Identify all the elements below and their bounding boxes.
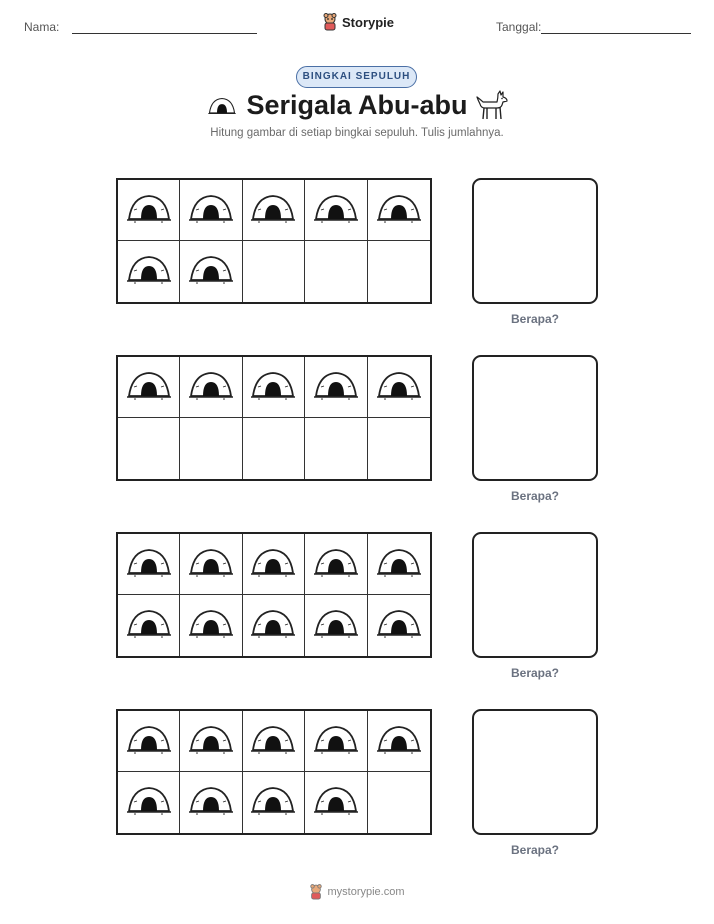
frame-cell (118, 180, 180, 241)
cave-icon (376, 546, 422, 583)
frame-cell (118, 241, 180, 302)
cave-icon (376, 607, 422, 644)
cave-icon (126, 369, 172, 406)
frame-cell (368, 534, 430, 595)
cave-icon (313, 369, 359, 406)
frame-cell (243, 595, 305, 656)
cave-icon (250, 546, 296, 583)
cave-icon (188, 253, 234, 290)
frame-cell (305, 595, 367, 656)
frame-cell (118, 534, 180, 595)
cave-icon (250, 784, 296, 821)
frame-cell (368, 418, 430, 479)
name-label: Nama: (24, 20, 60, 34)
cave-icon (313, 784, 359, 821)
brand-logo (322, 13, 394, 31)
frame-cell (305, 534, 367, 595)
frame-cell (243, 418, 305, 479)
cave-icon (376, 369, 422, 406)
answer-label-2: Berapa? (510, 489, 560, 503)
cave-icon (188, 546, 234, 583)
cave-icon (313, 546, 359, 583)
answer-box-4[interactable] (472, 709, 598, 835)
frame-cell (368, 595, 430, 656)
frame-cell (180, 595, 242, 656)
frame-cell (180, 772, 242, 833)
answer-label-1: Berapa? (510, 312, 560, 326)
cave-icon (126, 253, 172, 290)
cave-icon (126, 546, 172, 583)
name-line (72, 33, 257, 34)
cave-icon (376, 723, 422, 760)
frame-cell (305, 711, 367, 772)
frame-cell (243, 357, 305, 418)
cave-icon (250, 192, 296, 229)
frame-cell (305, 418, 367, 479)
footer-url: mystorypie.com (327, 886, 405, 898)
frame-cell (243, 711, 305, 772)
date-line (541, 33, 691, 34)
frame-cell (243, 241, 305, 302)
answer-box-2[interactable] (472, 355, 598, 481)
storypie-logo-icon (322, 13, 338, 31)
ten-frame-1 (116, 178, 432, 304)
frame-cell (118, 418, 180, 479)
frame-cell (305, 241, 367, 302)
page-title: Serigala Abu-abu (246, 90, 468, 120)
frame-cell (180, 357, 242, 418)
frame-cell (180, 418, 242, 479)
cave-icon (188, 192, 234, 229)
frame-cell (118, 357, 180, 418)
answer-box-1[interactable] (472, 178, 598, 304)
frame-cell (180, 711, 242, 772)
frame-cell (368, 180, 430, 241)
frame-cell (243, 772, 305, 833)
frame-cell (305, 772, 367, 833)
cave-icon (313, 607, 359, 644)
frame-cell (118, 772, 180, 833)
cave-icon (376, 192, 422, 229)
cave-icon (126, 784, 172, 821)
ten-frame-4 (116, 709, 432, 835)
date-label: Tanggal: (496, 20, 542, 34)
ten-frame-3 (116, 532, 432, 658)
cave-icon (250, 723, 296, 760)
cave-icon (126, 607, 172, 644)
frame-cell (118, 711, 180, 772)
cave-icon (188, 784, 234, 821)
cave-icon (188, 723, 234, 760)
cave-icon (188, 369, 234, 406)
frame-cell (305, 180, 367, 241)
frame-cell (243, 180, 305, 241)
frame-cell (180, 180, 242, 241)
cave-icon (313, 192, 359, 229)
ten-frame-2 (116, 355, 432, 481)
cave-icon (313, 723, 359, 760)
cave-icon (250, 607, 296, 644)
frame-cell (118, 595, 180, 656)
answer-label-3: Berapa? (510, 666, 560, 680)
frame-cell (243, 534, 305, 595)
storypie-logo-icon (309, 884, 323, 900)
cave-icon (126, 723, 172, 760)
frame-cell (368, 711, 430, 772)
answer-box-3[interactable] (472, 532, 598, 658)
frame-cell (368, 357, 430, 418)
cave-icon (250, 369, 296, 406)
worksheet-badge: BINGKAI SEPULUH (296, 66, 417, 88)
footer (0, 884, 714, 900)
frame-cell (368, 241, 430, 302)
frame-cell (180, 534, 242, 595)
frame-cell (305, 357, 367, 418)
wolf-icon (476, 90, 510, 122)
cave-icon (126, 192, 172, 229)
frame-cell (368, 772, 430, 833)
frame-cell (180, 241, 242, 302)
cave-icon (188, 607, 234, 644)
answer-label-4: Berapa? (510, 843, 560, 857)
brand-name: Storypie (342, 14, 395, 30)
instructions: Hitung gambar di setiap bingkai sepuluh. Tulis jumlahnya. (210, 127, 504, 139)
